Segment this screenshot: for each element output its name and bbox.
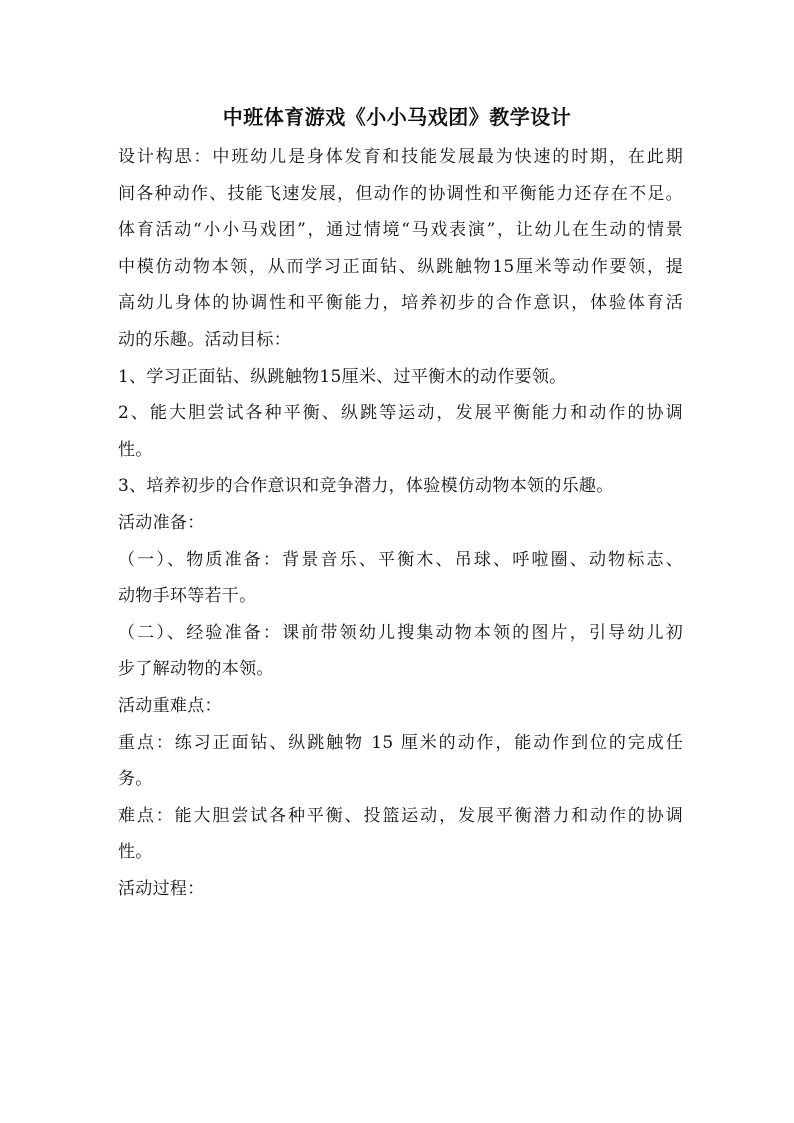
body-line: 动的乐趣。活动目标：: [118, 329, 291, 350]
body-line: 活动准备：: [118, 512, 205, 533]
document-body: [118, 139, 683, 907]
body-line: 高幼儿身体的协调性和平衡能力，培养初步的合作意识，体验体育活: [118, 293, 683, 314]
body-line: 务。: [118, 769, 153, 790]
body-line: 2、能大胆尝试各种平衡、纵跳等运动，发展平衡能力和动作的协调: [118, 403, 683, 424]
body-line: 间各种动作、技能飞速发展，但动作的协调性和平衡能力还存在不足。: [118, 183, 683, 204]
body-line: 体育活动“小小马戏团”，通过情境“马戏表演”，让幼儿在生动的情景: [118, 220, 683, 241]
body-line: 性。: [118, 842, 153, 863]
body-line: 中模仿动物本领，从而学习正面钻、纵跳触物15厘米等动作要领，提: [118, 256, 683, 277]
body-line: （二）、经验准备：课前带领幼儿搜集动物本领的图片，引导幼儿初: [118, 622, 683, 643]
body-line: 3、培养初步的合作意识和竞争潜力，体验模仿动物本领的乐趣。: [118, 476, 614, 497]
document-title: 中班体育游戏《小小马戏团》教学设计: [222, 105, 572, 129]
body-line: 动物手环等若干。: [118, 586, 257, 607]
body-line: 活动重难点：: [118, 695, 222, 716]
body-line: 活动过程：: [118, 878, 205, 899]
body-line: 难点：能大胆尝试各种平衡、投篮运动，发展平衡潜力和动作的协调: [118, 805, 683, 826]
body-line: 1、学习正面钻、纵跳触物15厘米、过平衡木的动作要领。: [118, 366, 567, 387]
body-line: 设计构思：中班幼儿是身体发育和技能发展最为快速的时期，在此期: [118, 147, 683, 167]
body-line: （一）、物质准备：背景音乐、平衡木、吊球、呼啦圈、动物标志、: [118, 549, 683, 570]
body-line: 步了解动物的本领。: [118, 659, 274, 680]
body-line: 重点：练习正面钻、纵跳触物 15 厘米的动作，能动作到位的完成任: [118, 732, 683, 753]
body-line: 性。: [118, 439, 153, 460]
